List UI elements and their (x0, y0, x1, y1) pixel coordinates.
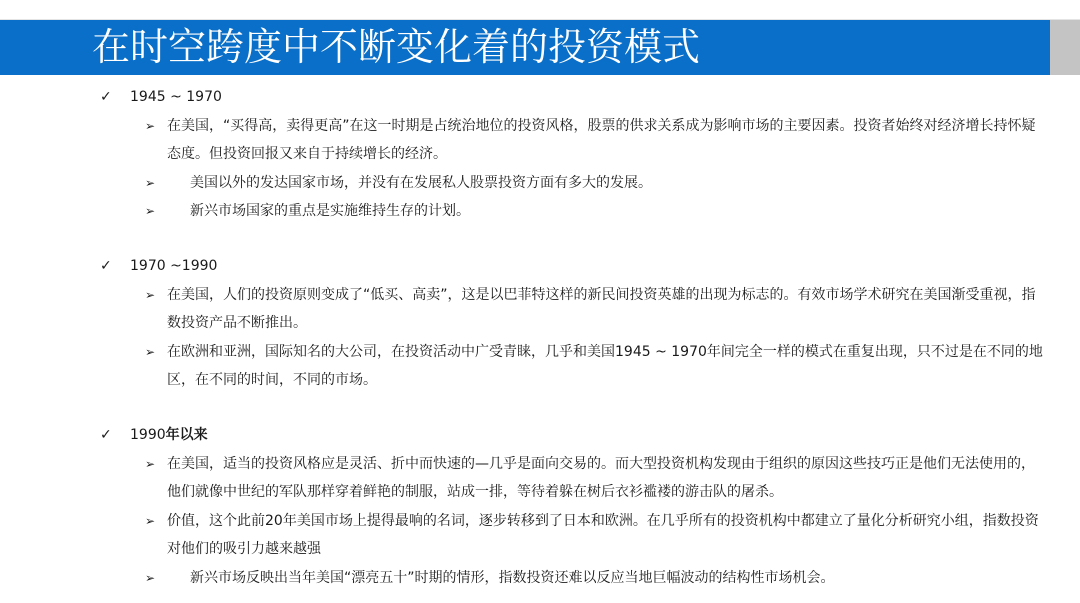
list-item-text: 新兴市场反映出当年美国“漂亮五十”时期的情形，指数投资还难以反应当地巨幅波动的结构性市场机会。 (190, 570, 835, 586)
list-item (145, 507, 1040, 563)
list-item (145, 197, 1045, 225)
list-item-text: 在欧洲和亚洲，国际知名的大公司，在投资活动中广受青睐，几乎和美国1945 ~ 1970年间完全一样的模式在重复出现，只不过是在不同的地区，在不同的时间，不同的市场。 (167, 344, 1043, 388)
slide-title: 在时空跨度中不断变化着的投资模式 (92, 25, 701, 69)
list-item-text: 在美国，“买得高，卖得更高”在这一时期是占统治地位的投资风格，股票的供求关系成为影响市场的主要因素。投资者始终对经济增长持怀疑态度。但投资回报又来自于持续增长的经济。 (167, 118, 1036, 162)
section-heading-1970-1990 (100, 255, 217, 277)
list-item (145, 450, 1040, 506)
list-item-text: 价值，这个此前20年美国市场上提得最响的名词，逐步转移到了日本和欧洲。在几乎所有的投资机构中都建立了量化分析研究小组，指数投资对他们的吸引力越来越强 (167, 513, 1039, 557)
list-item (145, 564, 1045, 592)
arrow-bullet-icon: ➢ (145, 571, 156, 585)
list-item (145, 169, 1045, 197)
section-heading-1945-1970 (100, 86, 222, 108)
list-item-text: 新兴市场国家的重点是实施维持生存的计划。 (190, 203, 470, 219)
section-heading-suffix: 年以来 (165, 427, 208, 443)
list-item (145, 338, 1045, 394)
title-banner-accent (1050, 20, 1080, 75)
list-item-text: 在美国，人们的投资原则变成了“低买、高卖”，这是以巴菲特这样的新民间投资英雄的出现为标志的。有效市场学术研究在美国渐受重视，指数投资产品不断推出。 (167, 287, 1036, 331)
checkmark-icon: ✓ (100, 427, 112, 443)
section-heading-year: 1990 (130, 427, 166, 443)
checkmark-icon: ✓ (100, 89, 112, 105)
arrow-bullet-icon: ➢ (145, 288, 156, 302)
section-heading-1990-onward (100, 424, 208, 446)
arrow-bullet-icon: ➢ (145, 457, 156, 471)
arrow-bullet-icon: ➢ (145, 119, 156, 133)
arrow-bullet-icon: ➢ (145, 176, 156, 190)
top-margin (0, 0, 1080, 20)
arrow-bullet-icon: ➢ (145, 514, 156, 528)
checkmark-icon: ✓ (100, 258, 112, 274)
list-item (145, 281, 1040, 337)
arrow-bullet-icon: ➢ (145, 204, 156, 218)
section-heading-label: 1945 ~ 1970 (130, 89, 222, 105)
list-item-text: 美国以外的发达国家市场，并没有在发展私人股票投资方面有多大的发展。 (190, 175, 652, 191)
list-item-text: 在美国，适当的投资风格应是灵活、折中而快速的—几乎是面向交易的。而大型投资机构发现由于组织的原因这些技巧正是他们无法使用的，他们就像中世纪的军队那样穿着鲜艳的制服，站成一排，等待着躲在树后衣衫褴褛的游击队的屠杀。 (167, 456, 1035, 500)
arrow-bullet-icon: ➢ (145, 345, 156, 359)
section-heading-label: 1970 ~1990 (130, 258, 218, 274)
list-item (145, 112, 1040, 168)
